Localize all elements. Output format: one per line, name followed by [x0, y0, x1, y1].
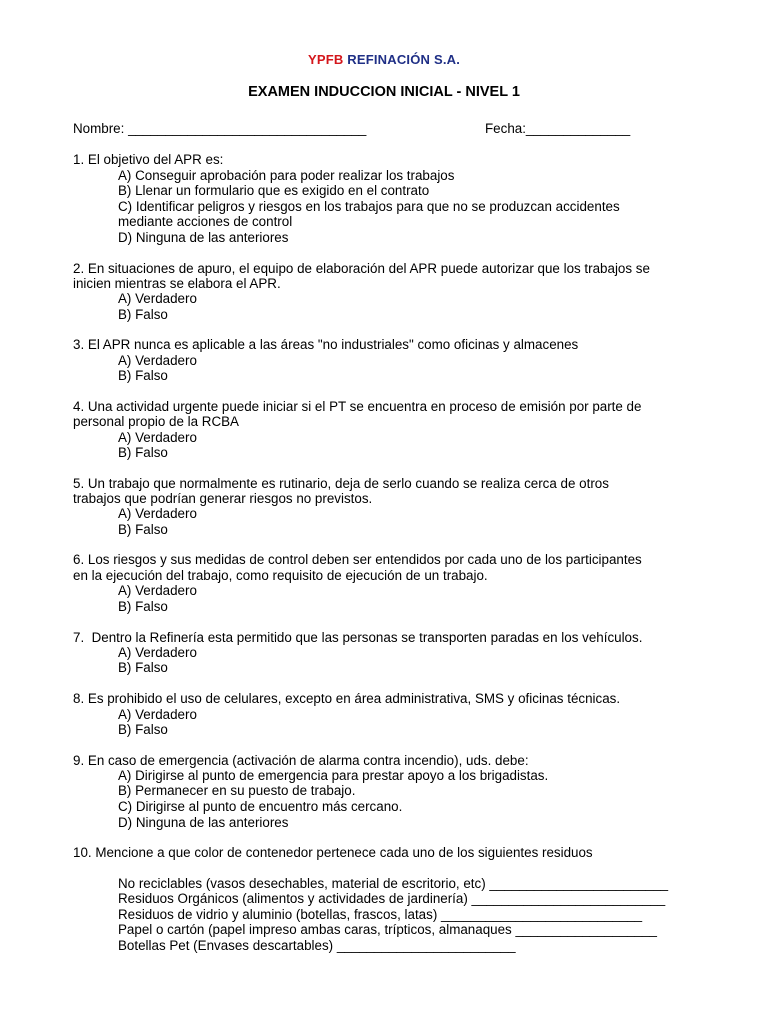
question-3-option-a: A) Verdadero: [118, 353, 197, 368]
question-4-option-b: B) Falso: [118, 445, 168, 460]
question-4-option-a: A) Verdadero: [118, 430, 197, 445]
brand-ypfb: YPFB: [307, 52, 344, 67]
question-5-option-a: A) Verdadero: [118, 506, 197, 521]
question-2-option-b: B) Falso: [118, 307, 168, 322]
question-1-option-b: B) Llenar un formulario que es exigido en el contrato: [118, 183, 430, 198]
question-1-option-a: A) Conseguir aprobación para poder realizar los trabajos: [118, 168, 455, 183]
residuo-organicos[interactable]: Residuos Orgánicos (alimentos y actividades de jardinería) __________________________: [118, 891, 666, 906]
question-9-option-a: A) Dirigirse al punto de emergencia para prestar apoyo a los brigadistas.: [118, 768, 549, 783]
question-3-option-b: B) Falso: [118, 368, 168, 383]
question-1-text: 1. El objetivo del APR es:: [73, 152, 224, 167]
question-7-option-a: A) Verdadero: [118, 645, 197, 660]
question-6-option-a: A) Verdadero: [118, 583, 197, 598]
question-6-text: 6. Los riesgos y sus medidas de control deben ser entendidos por cada uno de los participantes: [73, 552, 642, 567]
brand-refinacion: REFINACIÓN S.A.: [343, 52, 461, 67]
question-6-text-cont: en la ejecución del trabajo, como requisito de ejecución de un trabajo.: [73, 568, 488, 583]
question-4-text-cont: personal propio de la RCBA: [73, 414, 239, 429]
company-brand: [0, 52, 768, 67]
residuo-papel-carton[interactable]: Papel o cartón (papel impreso ambas caras, trípticos, almanaques ___________________: [118, 922, 657, 937]
question-2-text-cont: inicien mientras se elabora el APR.: [73, 276, 281, 291]
question-1-option-c: C) Identificar peligros y riesgos en los trabajos para que no se produzcan accidentes: [118, 199, 620, 214]
question-10-text: 10. Mencione a que color de contenedor pertenece cada uno de los siguientes residuos: [73, 845, 593, 860]
question-2-text: 2. En situaciones de apuro, el equipo de elaboración del APR puede autorizar que los trabajos se: [73, 261, 650, 276]
exam-title: EXAMEN INDUCCION INICIAL - NIVEL 1: [248, 84, 520, 100]
residuo-vidrio-aluminio[interactable]: Residuos de vidrio y aluminio (botellas, frascos, latas) ___________________________: [118, 907, 643, 922]
question-8-option-b: B) Falso: [118, 722, 168, 737]
question-1-option-d: D) Ninguna de las anteriores: [118, 230, 289, 245]
question-9-text: 9. En caso de emergencia (activación de alarma contra incendio), uds. debe:: [73, 753, 529, 768]
question-4-text: 4. Una actividad urgente puede iniciar si el PT se encuentra en proceso de emisión por parte de: [73, 399, 642, 414]
fecha-field[interactable]: Fecha:______________: [485, 121, 631, 136]
question-7-text: 7. Dentro la Refinería esta permitido que las personas se transporten paradas en los vehículos.: [73, 630, 643, 645]
question-1-option-c-cont: mediante acciones de control: [118, 214, 293, 229]
question-2-option-a: A) Verdadero: [118, 291, 197, 306]
question-5-text-cont: trabajos que podrían generar riesgos no previstos.: [73, 491, 373, 506]
question-9-option-b: B) Permanecer en su puesto de trabajo.: [118, 783, 356, 798]
question-5-option-b: B) Falso: [118, 522, 168, 537]
question-3-text: 3. El APR nunca es aplicable a las áreas "no industriales" como oficinas y almacenes: [73, 337, 579, 352]
nombre-field[interactable]: Nombre: ________________________________: [73, 121, 367, 136]
question-8-text: 8. Es prohibido el uso de celulares, excepto en área administrativa, SMS y oficinas técnicas.: [73, 691, 621, 706]
question-9-option-d: D) Ninguna de las anteriores: [118, 815, 289, 830]
question-6-option-b: B) Falso: [118, 599, 168, 614]
question-7-option-b: B) Falso: [118, 660, 168, 675]
residuo-botellas-pet[interactable]: Botellas Pet (Envases descartables) ________________________: [118, 938, 516, 953]
residuo-no-reciclables[interactable]: No reciclables (vasos desechables, material de escritorio, etc) ________________________: [118, 876, 669, 891]
question-5-text: 5. Un trabajo que normalmente es rutinario, deja de serlo cuando se realiza cerca de otros: [73, 476, 609, 491]
question-8-option-a: A) Verdadero: [118, 707, 197, 722]
question-9-option-c: C) Dirigirse al punto de encuentro más cercano.: [118, 799, 403, 814]
